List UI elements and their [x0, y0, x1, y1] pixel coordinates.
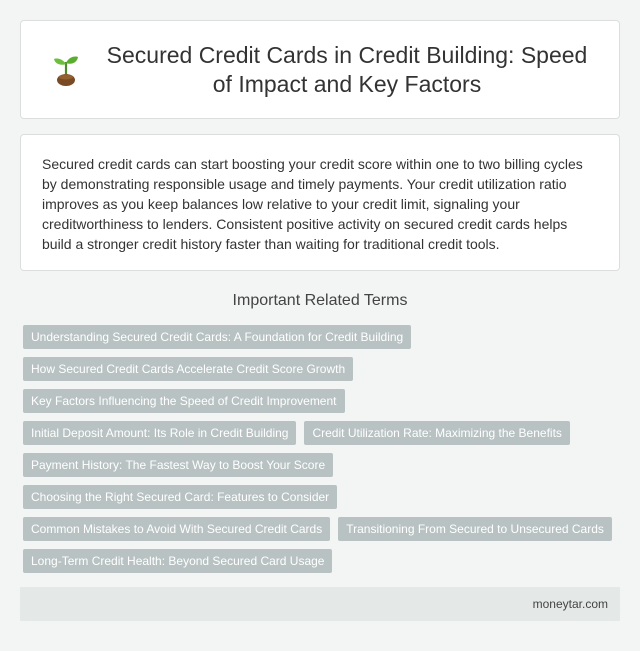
title-card — [20, 20, 620, 119]
related-term-tag[interactable]: How Secured Credit Cards Accelerate Credit Score Growth — [23, 357, 353, 381]
related-term-tag[interactable]: Key Factors Influencing the Speed of Credit Improvement — [23, 389, 345, 413]
related-term-tag[interactable]: Initial Deposit Amount: Its Role in Credit Building — [23, 421, 296, 445]
summary-text: Secured credit cards can start boosting your credit score within one to two billing cycles by demonstrating responsible usage and timely payments. Your credit utilization ratio improves as you keep balances low relative to your credit limit, signaling your creditworthiness to lenders. Consistent positive activity on secured credit cards helps build a stronger credit history faster than waiting for traditional credit tools. — [42, 156, 583, 252]
related-term-tag[interactable]: Common Mistakes to Avoid With Secured Credit Cards — [23, 517, 330, 541]
sprout-icon — [51, 53, 81, 87]
site-name[interactable]: moneytar.com — [532, 597, 608, 611]
related-terms-list — [23, 325, 623, 581]
related-term-tag[interactable]: Long-Term Credit Health: Beyond Secured Card Usage — [23, 549, 332, 573]
page-title: Secured Credit Cards in Credit Building: Speed of Impact and Key Factors — [106, 41, 588, 97]
related-term-tag[interactable]: Transitioning From Secured to Unsecured Cards — [338, 517, 612, 541]
related-term-tag[interactable]: Choosing the Right Secured Card: Features to Consider — [23, 485, 337, 509]
related-term-tag[interactable]: Understanding Secured Credit Cards: A Foundation for Credit Building — [23, 325, 411, 349]
summary-card — [20, 134, 620, 271]
related-term-tag[interactable]: Credit Utilization Rate: Maximizing the Benefits — [304, 421, 569, 445]
related-terms-heading: Important Related Terms — [232, 292, 408, 309]
footer — [20, 587, 620, 621]
related-term-tag[interactable]: Payment History: The Fastest Way to Boost Your Score — [23, 453, 333, 477]
